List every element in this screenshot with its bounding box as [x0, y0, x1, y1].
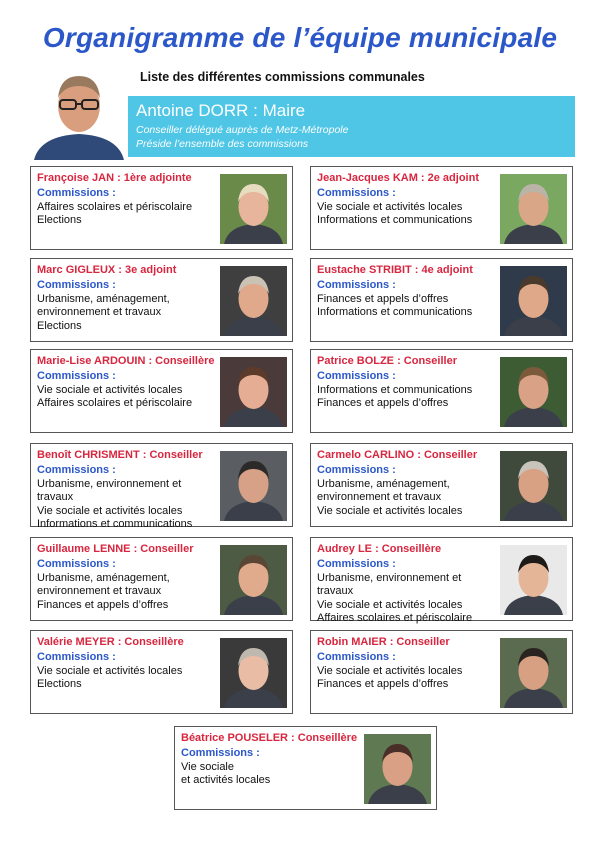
commissions-label: Commissions : — [317, 279, 396, 291]
commissions-label: Commissions : — [37, 187, 116, 199]
member-card — [30, 349, 293, 433]
commission-item: Finances et appels d’offres — [317, 678, 449, 690]
mayor-photo — [30, 62, 128, 160]
member-photo — [220, 357, 287, 427]
commission-item: Elections — [37, 214, 82, 226]
member-photo — [220, 638, 287, 708]
commission-item: Finances et appels d’offres — [317, 397, 449, 409]
commissions-label: Commissions : — [37, 464, 116, 476]
member-name: Eustache STRIBIT : 4e adjoint — [317, 264, 473, 276]
member-card — [30, 630, 293, 714]
commission-item: Vie sociale et activités locales — [317, 200, 463, 213]
commissions-label: Commissions : — [317, 370, 396, 382]
commissions-list — [317, 187, 495, 228]
member-name: Benoît CHRISMENT : Conseiller — [37, 449, 203, 461]
commissions-list — [37, 187, 215, 228]
member-photo — [500, 545, 567, 615]
commissions-label: Commissions : — [317, 464, 396, 476]
commission-item: Vie sociale et activités locales — [37, 504, 183, 517]
commissions-list — [37, 279, 215, 333]
commissions-list — [37, 464, 215, 532]
commission-item: Vie sociale et activités locales — [317, 598, 463, 611]
member-card — [30, 258, 293, 342]
commission-item: Informations et communications — [317, 383, 473, 396]
commission-item: Vie sociale — [181, 760, 234, 773]
commission-item: Affaires scolaires et périscolaire — [37, 397, 193, 409]
commission-item: et activités locales — [181, 774, 271, 786]
commissions-list — [317, 558, 495, 626]
commissions-label: Commissions : — [37, 370, 116, 382]
mayor-role-line: Conseiller délégué auprès de Metz-Métropole — [136, 124, 349, 136]
member-name: Béatrice POUSELER : Conseillère — [181, 732, 358, 744]
commission-item: Elections — [37, 678, 82, 690]
commissions-list — [317, 279, 495, 320]
member-card — [174, 726, 437, 810]
commission-item: Vie sociale et activités locales — [317, 664, 463, 677]
page-subtitle: Liste des différentes commissions communales — [140, 70, 425, 84]
member-card — [30, 166, 293, 250]
member-photo — [500, 174, 567, 244]
member-photo — [500, 638, 567, 708]
member-photo — [364, 734, 431, 804]
member-card — [30, 443, 293, 530]
member-card — [310, 258, 573, 342]
member-name: Robin MAIER : Conseiller — [317, 636, 450, 648]
commission-item: Informations et communications — [37, 518, 193, 530]
commission-item: Urbanisme, aménagement, environnement et travaux — [317, 477, 450, 503]
member-name: Audrey LE : Conseillère — [317, 543, 442, 555]
mayor-name: Antoine DORR : Maire — [136, 101, 306, 120]
commission-item: Urbanisme, aménagement, environnement et travaux — [37, 571, 170, 597]
member-name: Carmelo CARLINO : Conseiller — [317, 449, 478, 461]
member-photo — [220, 266, 287, 336]
member-name: Jean-Jacques KAM : 2e adjoint — [317, 172, 479, 184]
member-card — [310, 630, 573, 714]
commission-item: Vie sociale et activités locales — [317, 504, 463, 517]
commission-item: Finances et appels d’offres — [317, 292, 449, 305]
commission-item: Urbanisme, environnement et travaux — [37, 477, 182, 503]
commissions-label: Commissions : — [37, 558, 116, 570]
commission-item: Informations et communications — [317, 306, 473, 318]
commission-item: Urbanisme, aménagement, environnement et travaux — [37, 292, 170, 318]
commissions-label: Commissions : — [37, 651, 116, 663]
commissions-list — [37, 370, 215, 411]
member-photo — [220, 174, 287, 244]
member-name: Patrice BOLZE : Conseiller — [317, 355, 457, 367]
commissions-list — [181, 747, 359, 788]
commissions-list — [317, 651, 495, 692]
commissions-list — [37, 558, 215, 612]
member-name: Marie-Lise ARDOUIN : Conseillère — [37, 355, 215, 367]
member-card — [310, 443, 573, 527]
member-photo — [500, 357, 567, 427]
commissions-list — [317, 370, 495, 411]
member-name: Valérie MEYER : Conseillère — [37, 636, 184, 648]
mayor-role-line: Préside l’ensemble des commissions — [136, 138, 309, 150]
commission-item: Finances et appels d’offres — [37, 598, 169, 611]
commission-item: Urbanisme, environnement et travaux — [317, 571, 462, 597]
member-photo — [220, 545, 287, 615]
commissions-label: Commissions : — [317, 187, 396, 199]
commission-item: Informations et communications — [317, 214, 473, 226]
member-card — [310, 537, 573, 624]
commissions-label: Commissions : — [37, 279, 116, 291]
commissions-list — [37, 651, 215, 692]
member-name: Marc GIGLEUX : 3e adjoint — [37, 264, 177, 276]
member-card — [310, 349, 573, 433]
commissions-label: Commissions : — [317, 651, 396, 663]
member-name: Françoise JAN : 1ère adjointe — [37, 172, 192, 184]
commission-item: Elections — [37, 319, 82, 332]
member-photo — [500, 451, 567, 521]
member-name: Guillaume LENNE : Conseiller — [37, 543, 194, 555]
commissions-label: Commissions : — [181, 747, 260, 759]
member-card — [30, 537, 293, 621]
commission-item: Affaires scolaires et périscolaire — [37, 200, 193, 213]
page-title: Organigramme de l’équipe municipale — [42, 22, 558, 53]
commission-item: Vie sociale et activités locales — [37, 383, 183, 396]
commissions-label: Commissions : — [317, 558, 396, 570]
commission-item: Vie sociale et activités locales — [37, 664, 183, 677]
member-photo — [500, 266, 567, 336]
commissions-list — [317, 464, 495, 518]
member-card — [310, 166, 573, 250]
member-photo — [220, 451, 287, 521]
commission-item: Affaires scolaires et périscolaire — [317, 612, 473, 624]
